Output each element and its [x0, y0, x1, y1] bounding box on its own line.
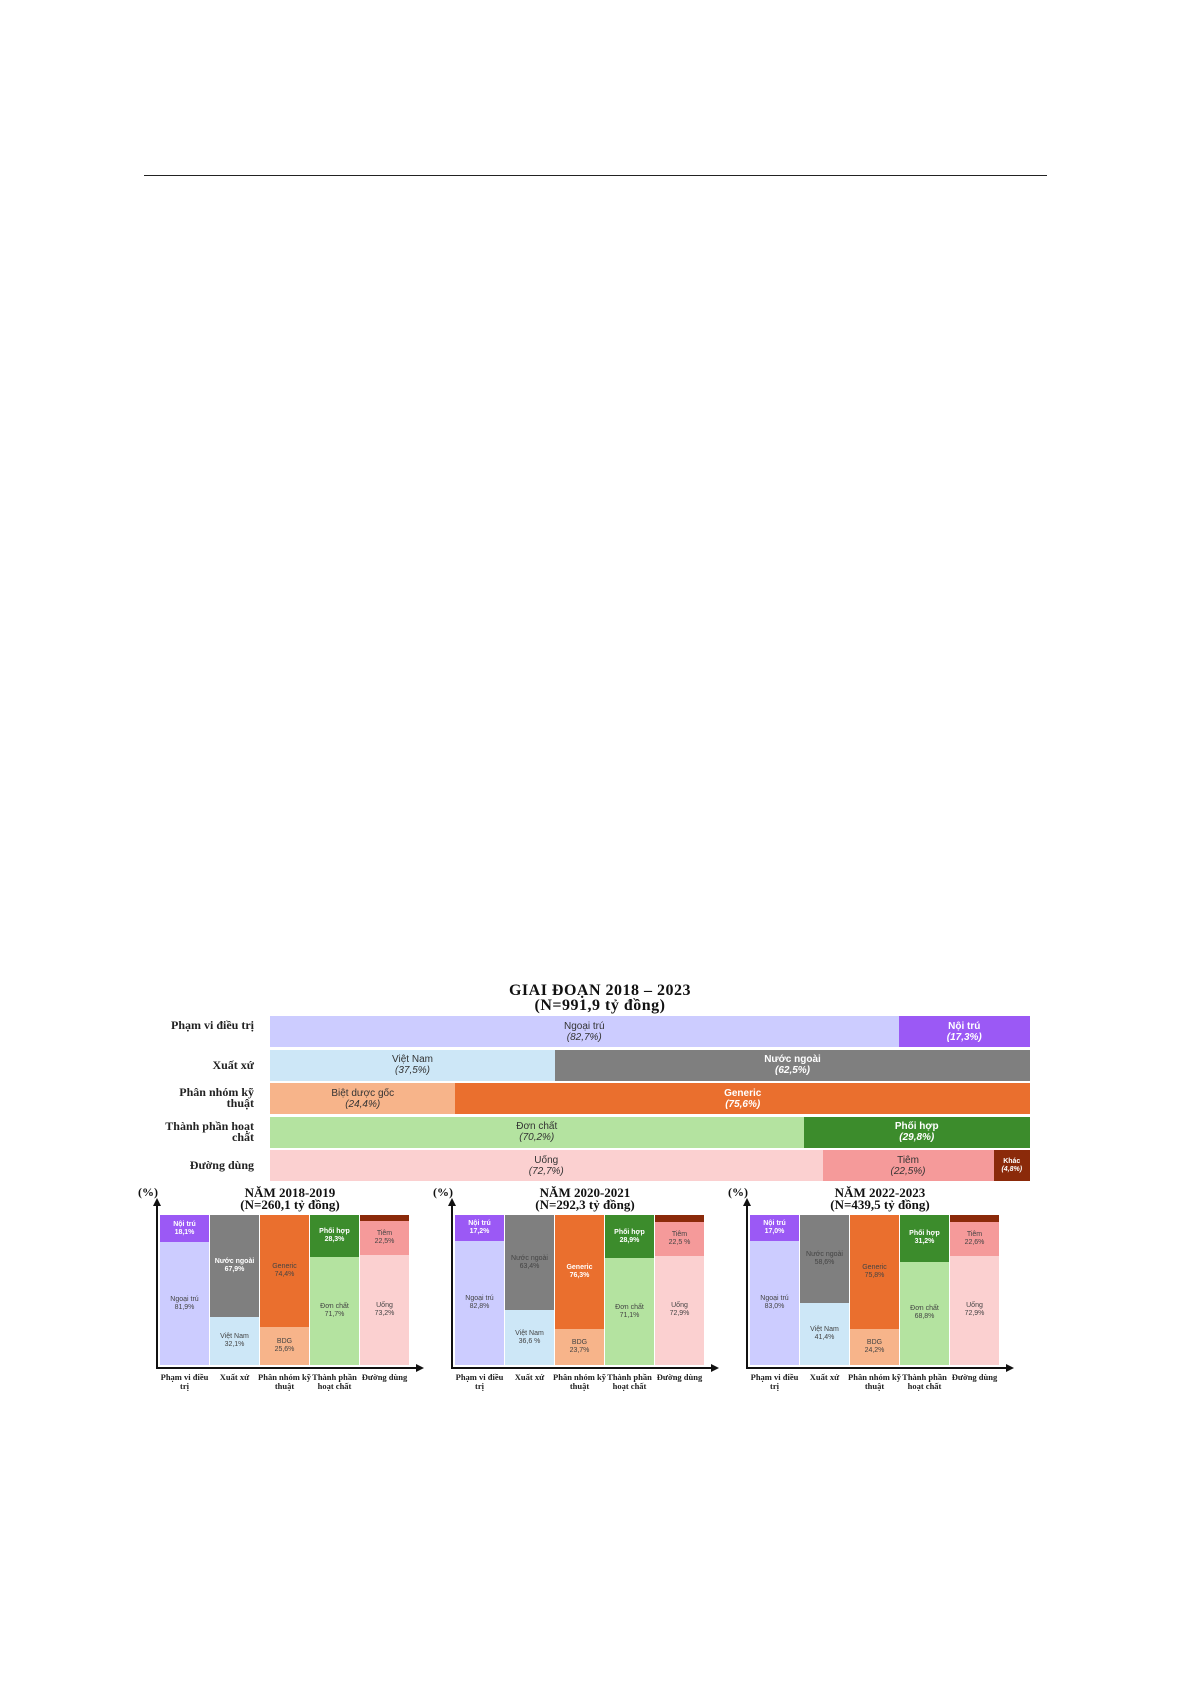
- segment-value: 32,1%: [224, 1340, 245, 1348]
- segment-name: BDG: [571, 1339, 588, 1347]
- segment-value: 71,7%: [324, 1311, 345, 1319]
- x-tick-label: Đường dùng: [361, 1372, 408, 1382]
- column-segment-generic: [555, 1215, 604, 1329]
- segment-value: 75,8%: [864, 1271, 885, 1279]
- segment-value: 67,9%: [224, 1265, 245, 1273]
- segment-value: 28,3%: [324, 1236, 345, 1244]
- x-tick-label: Phân nhóm kỹ thuật: [553, 1372, 606, 1391]
- segment-name: Đơn chất: [320, 1303, 349, 1311]
- segment-value: 25,6%: [274, 1345, 295, 1353]
- segment-value: 24,2%: [864, 1346, 885, 1354]
- segment-value: 22,6%: [964, 1238, 985, 1246]
- segment-value: (37,5%): [394, 1065, 430, 1076]
- column-segment-khac: [360, 1215, 409, 1221]
- y-axis: [746, 1205, 748, 1367]
- segment-value: 41,4%: [814, 1333, 835, 1341]
- segment-name: Biệt dược gốc: [331, 1087, 395, 1099]
- segment-tiem: [823, 1150, 994, 1181]
- x-tick-label: Thành phần hoạt chất: [312, 1372, 357, 1391]
- segment-phoi-hop: [804, 1117, 1030, 1148]
- chart-subtitle: (N=991,9 tỷ đồng): [534, 997, 666, 1014]
- x-tick-label: Xuất xứ: [219, 1372, 250, 1382]
- segment-value: 17,0%: [764, 1227, 785, 1235]
- segment-value: (24,4%): [345, 1098, 381, 1110]
- segment-value: 23,7%: [569, 1347, 590, 1355]
- segment-value: 63,4%: [519, 1262, 540, 1270]
- x-tick-label: Phạm vi điều trị: [455, 1372, 504, 1391]
- segment-name: Uống: [966, 1302, 983, 1310]
- stacked-bar-figure: [138, 980, 1050, 1420]
- column-segment-uong: [655, 1256, 704, 1365]
- segment-value: 73,2%: [374, 1310, 395, 1318]
- segment-value: 36,6 %: [518, 1337, 541, 1345]
- segment-value: 83,0%: [764, 1302, 785, 1310]
- segment-name: Nước ngoài: [511, 1254, 548, 1262]
- segment-don-chat: [270, 1117, 804, 1148]
- x-tick-label: Thành phần hoạt chất: [607, 1372, 652, 1391]
- y-axis-label: (%): [433, 1185, 453, 1199]
- segment-name: Generic: [724, 1087, 762, 1099]
- segment-name: Phối hợp: [614, 1228, 645, 1236]
- segment-name: Nước ngoài: [214, 1257, 255, 1265]
- x-tick-label: Phân nhóm kỹ thuật: [258, 1372, 311, 1391]
- segment-name: Phối hợp: [319, 1228, 350, 1236]
- column-segment-tiem: [950, 1222, 999, 1256]
- segment-name: Đơn chất: [910, 1305, 939, 1313]
- segment-value: (22,5%): [890, 1165, 926, 1177]
- column-segment-don-chat: [605, 1258, 654, 1365]
- segment-name: Tiêm: [671, 1230, 688, 1238]
- column-segment-khac: [655, 1215, 704, 1222]
- segment-name: Ngoại trú: [760, 1294, 789, 1302]
- segment-name: Uống: [671, 1302, 688, 1310]
- segment-value: 17,2%: [469, 1227, 490, 1235]
- x-axis-arrow: [711, 1364, 719, 1372]
- x-axis-arrow: [1006, 1364, 1014, 1372]
- column-segment-nuoc-ngoai: [505, 1215, 554, 1310]
- segment-value: 31,2%: [914, 1238, 935, 1246]
- column-segment-don-chat: [900, 1262, 949, 1365]
- y-axis: [156, 1205, 158, 1367]
- column-segment-bdg: [260, 1327, 309, 1365]
- column-segment-don-chat: [310, 1257, 359, 1365]
- segment-name: Generic: [272, 1262, 297, 1270]
- y-axis-arrow: [743, 1198, 751, 1206]
- column-segment-phoi-hop: [605, 1215, 654, 1258]
- x-tick-label: Xuất xứ: [514, 1372, 545, 1382]
- column-segment-uong: [360, 1255, 409, 1365]
- segment-value: 68,8%: [914, 1313, 935, 1321]
- y-axis-label: (%): [728, 1185, 748, 1199]
- column-segment-noi-tru: [455, 1215, 504, 1241]
- column-segment-viet-nam: [800, 1303, 849, 1365]
- y-axis-arrow: [448, 1198, 456, 1206]
- segment-value: 76,3%: [569, 1272, 590, 1280]
- segment-value: 74,4%: [274, 1270, 295, 1278]
- segment-value: (4,8%): [1001, 1165, 1023, 1173]
- column-segment-phoi-hop: [900, 1215, 949, 1262]
- panel-subtitle: (N=260,1 tỷ đồng): [240, 1197, 340, 1212]
- segment-name: Tiêm: [966, 1230, 983, 1238]
- segment-name: Nội trú: [173, 1220, 196, 1228]
- row-label: Phạm vi điều trị: [171, 1018, 254, 1032]
- segment-name: Ngoại trú: [563, 1020, 605, 1032]
- x-axis: [451, 1367, 713, 1369]
- segment-value: 18,1%: [174, 1228, 195, 1236]
- segment-name: Phối hợp: [894, 1121, 939, 1132]
- x-axis: [156, 1367, 418, 1369]
- segment-value: 81,9%: [174, 1303, 195, 1311]
- segment-value: 82,8%: [469, 1302, 490, 1310]
- x-tick-label: Phạm vi điều trị: [750, 1372, 799, 1391]
- segment-name: Uống: [534, 1154, 559, 1166]
- segment-name: Nước ngoài: [806, 1250, 843, 1258]
- column-segment-noi-tru: [160, 1215, 209, 1242]
- header-rule: [144, 175, 1047, 176]
- column-segment-ngoai-tru: [160, 1242, 209, 1365]
- segment-name: Việt Nam: [220, 1332, 249, 1340]
- segment-generic: [455, 1083, 1030, 1114]
- segment-name: Ngoại trú: [465, 1294, 494, 1302]
- segment-value: 28,9%: [619, 1236, 640, 1244]
- segment-name: Khác: [1003, 1157, 1021, 1165]
- segment-value: 22,5 %: [668, 1238, 691, 1246]
- column-segment-tiem: [360, 1221, 409, 1255]
- segment-noi-tru: [899, 1016, 1030, 1047]
- segment-value: (29,8%): [899, 1132, 935, 1143]
- chart-title: GIAI ĐOẠN 2018 – 2023: [508, 982, 692, 999]
- x-tick-label: Phân nhóm kỹ thuật: [848, 1372, 901, 1391]
- segment-value: 72,9%: [964, 1310, 985, 1318]
- segment-name: Nội trú: [763, 1219, 786, 1227]
- segment-name: Việt Nam: [392, 1054, 433, 1065]
- x-tick-label: Thành phần hoạt chất: [902, 1372, 947, 1391]
- segment-value: 58,6%: [814, 1258, 835, 1266]
- x-axis-arrow: [416, 1364, 424, 1372]
- column-segment-bdg: [850, 1329, 899, 1365]
- column-segment-generic: [260, 1215, 309, 1327]
- segment-name: Tiêm: [897, 1154, 919, 1166]
- segment-biet-duoc-goc: [270, 1083, 455, 1114]
- segment-value: (72,7%): [528, 1165, 564, 1177]
- column-segment-noi-tru: [750, 1215, 799, 1241]
- column-segment-uong: [950, 1256, 999, 1365]
- x-tick-label: Đường dùng: [656, 1372, 703, 1382]
- column-segment-khac: [950, 1215, 999, 1222]
- segment-name: Phối hợp: [909, 1230, 940, 1238]
- segment-name: Tiêm: [376, 1230, 393, 1238]
- segment-viet-nam: [270, 1050, 555, 1081]
- column-segment-nuoc-ngoai: [800, 1215, 849, 1303]
- row-label: Xuất xứ: [212, 1057, 254, 1072]
- column-segment-ngoai-tru: [455, 1241, 504, 1365]
- panel-title: NĂM 2018-2019: [244, 1185, 336, 1200]
- segment-name: Đơn chất: [516, 1121, 558, 1132]
- panel-subtitle: (N=439,5 tỷ đồng): [830, 1197, 930, 1212]
- segment-ngoai-tru: [270, 1016, 899, 1047]
- segment-name: Ngoại trú: [170, 1295, 199, 1303]
- column-segment-tiem: [655, 1222, 704, 1256]
- segment-value: 22,5%: [374, 1238, 395, 1246]
- segment-value: (82,7%): [566, 1031, 602, 1043]
- segment-name: Generic: [862, 1263, 887, 1271]
- segment-value: (75,6%): [725, 1098, 761, 1110]
- panel-title: NĂM 2020-2021: [539, 1185, 631, 1200]
- segment-name: BDG: [866, 1338, 883, 1346]
- y-axis-label: (%): [138, 1185, 158, 1199]
- segment-khac: [994, 1150, 1030, 1181]
- column-segment-phoi-hop: [310, 1215, 359, 1257]
- panel-subtitle: (N=292,3 tỷ đồng): [535, 1197, 635, 1212]
- y-axis-arrow: [153, 1198, 161, 1206]
- x-tick-label: Xuất xứ: [809, 1372, 840, 1382]
- y-axis: [451, 1205, 453, 1367]
- column-segment-bdg: [555, 1329, 604, 1365]
- segment-value: 71,1%: [619, 1311, 640, 1319]
- x-tick-label: Đường dùng: [951, 1372, 998, 1382]
- segment-value: (70,2%): [519, 1132, 555, 1143]
- segment-name: Nội trú: [948, 1020, 981, 1032]
- segment-name: Uống: [376, 1302, 393, 1310]
- segment-value: (62,5%): [774, 1065, 810, 1076]
- panel-title: NĂM 2022-2023: [834, 1185, 926, 1200]
- segment-nuoc-ngoai: [555, 1050, 1030, 1081]
- segment-name: Nước ngoài: [764, 1054, 821, 1065]
- segment-value: (17,3%): [946, 1031, 982, 1043]
- row-label: Thành phần hoạt chất: [165, 1118, 254, 1144]
- segment-name: Việt Nam: [515, 1329, 544, 1337]
- column-segment-viet-nam: [210, 1317, 259, 1365]
- segment-name: Đơn chất: [615, 1303, 644, 1311]
- segment-value: 72,9%: [669, 1310, 690, 1318]
- segment-name: Generic: [566, 1264, 593, 1272]
- column-segment-generic: [850, 1215, 899, 1329]
- row-label: Phân nhóm kỹ thuật: [179, 1085, 254, 1110]
- segment-name: Việt Nam: [810, 1325, 839, 1333]
- column-segment-ngoai-tru: [750, 1241, 799, 1366]
- segment-uong: [270, 1150, 823, 1181]
- segment-name: BDG: [276, 1337, 293, 1345]
- x-axis: [746, 1367, 1008, 1369]
- column-segment-viet-nam: [505, 1310, 554, 1365]
- column-segment-nuoc-ngoai: [210, 1215, 259, 1317]
- x-tick-label: Phạm vi điều trị: [160, 1372, 209, 1391]
- segment-name: Nội trú: [468, 1219, 491, 1227]
- row-label: Đường dùng: [189, 1158, 254, 1172]
